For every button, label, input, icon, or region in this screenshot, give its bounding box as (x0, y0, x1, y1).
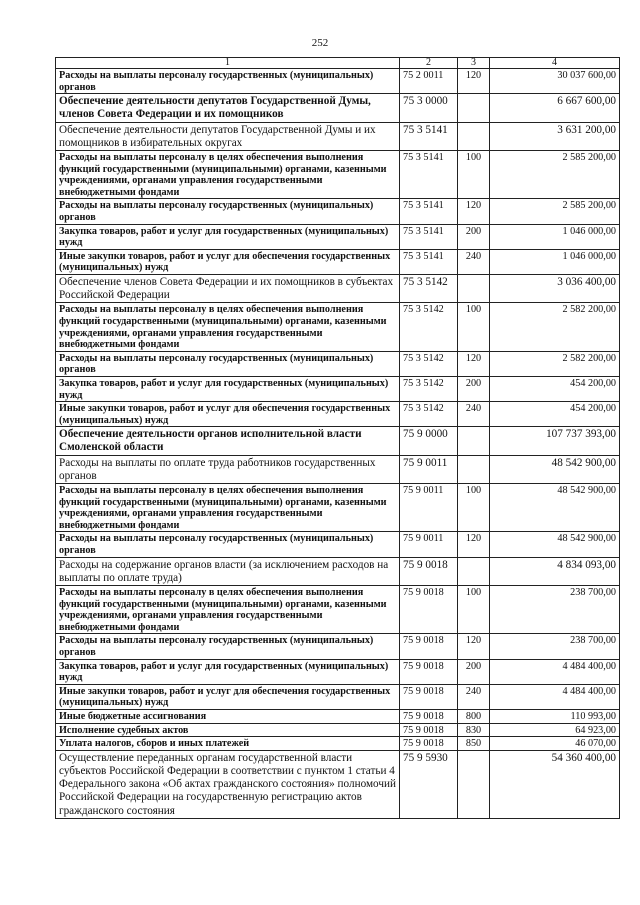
row-name-cell: Расходы на выплаты персоналу в целях обеспечения выполнения функций государственными (муниципальными) органами, казенными учреждениями, органами управления государственными внебюджетными фондами (56, 303, 400, 351)
row-amount-cell: 48 542 900,00 (490, 455, 620, 483)
row-amount-cell: 64 923,00 (490, 723, 620, 737)
row-expense-type-cell: 120 (458, 634, 490, 659)
row-code-cell: 75 9 0018 (400, 723, 458, 737)
row-expense-type-cell: 100 (458, 484, 490, 532)
row-code-cell: 75 3 5141 (400, 249, 458, 274)
row-name-cell: Обеспечение членов Совета Федерации и их помощников в субъектах Российской Федерации (56, 274, 400, 302)
row-amount-cell: 2 582 200,00 (490, 303, 620, 351)
row-code-cell: 75 9 0018 (400, 710, 458, 724)
table-row (56, 351, 620, 376)
column-header-amount: 4 (490, 58, 620, 69)
table-row (56, 684, 620, 709)
table-row (56, 303, 620, 351)
row-code-cell: 75 3 5141 (400, 224, 458, 249)
column-header-expense-type: 3 (458, 58, 490, 69)
row-code-cell: 75 9 0000 (400, 427, 458, 455)
row-name-cell: Расходы на выплаты персоналу государственных (муниципальных) органов (56, 351, 400, 376)
row-expense-type-cell: 120 (458, 69, 490, 94)
row-amount-cell: 54 360 400,00 (490, 750, 620, 818)
table-row (56, 224, 620, 249)
row-code-cell: 75 3 5141 (400, 199, 458, 224)
table-row (56, 249, 620, 274)
row-name-cell: Закупка товаров, работ и услуг для государственных (муниципальных) нужд (56, 376, 400, 401)
row-expense-type-cell: 800 (458, 710, 490, 724)
row-expense-type-cell: 120 (458, 199, 490, 224)
row-code-cell: 75 3 5142 (400, 402, 458, 427)
row-name-cell: Закупка товаров, работ и услуг для государственных (муниципальных) нужд (56, 659, 400, 684)
table-row (56, 274, 620, 302)
row-amount-cell: 3 036 400,00 (490, 274, 620, 302)
row-expense-type-cell (458, 94, 490, 122)
row-amount-cell: 454 200,00 (490, 376, 620, 401)
row-expense-type-cell: 200 (458, 376, 490, 401)
row-amount-cell: 238 700,00 (490, 586, 620, 634)
row-code-cell: 75 3 0000 (400, 94, 458, 122)
table-row (56, 557, 620, 585)
row-amount-cell: 4 834 093,00 (490, 557, 620, 585)
row-expense-type-cell (458, 557, 490, 585)
row-expense-type-cell: 100 (458, 303, 490, 351)
row-code-cell: 75 9 0018 (400, 634, 458, 659)
row-amount-cell: 238 700,00 (490, 634, 620, 659)
row-name-cell: Расходы на выплаты персоналу государственных (муниципальных) органов (56, 199, 400, 224)
row-code-cell: 75 9 0018 (400, 586, 458, 634)
table-row (56, 634, 620, 659)
row-name-cell: Закупка товаров, работ и услуг для государственных (муниципальных) нужд (56, 224, 400, 249)
row-name-cell: Осуществление переданных органам государственной власти субъектов Российской Федерации в соответствии с пунктом 1 статьи 4 Федерального закона «Об актах гражданского состояния» полномочий Российской Федерации на государственную регистрацию актов гражданского состояния (56, 750, 400, 818)
row-amount-cell: 3 631 200,00 (490, 122, 620, 150)
row-name-cell: Иные закупки товаров, работ и услуг для обеспечения государственных (муниципальных) нужд (56, 249, 400, 274)
row-expense-type-cell (458, 427, 490, 455)
row-amount-cell: 4 484 400,00 (490, 659, 620, 684)
row-amount-cell: 48 542 900,00 (490, 484, 620, 532)
row-amount-cell: 107 737 393,00 (490, 427, 620, 455)
row-expense-type-cell: 120 (458, 351, 490, 376)
column-header-name: 1 (56, 58, 400, 69)
row-name-cell: Расходы на выплаты персоналу в целях обеспечения выполнения функций государственными (муниципальными) органами, казенными учреждениями, органами управления государственными внебюджетными фондами (56, 484, 400, 532)
row-expense-type-cell: 100 (458, 586, 490, 634)
row-amount-cell: 4 484 400,00 (490, 684, 620, 709)
row-name-cell: Иные бюджетные ассигнования (56, 710, 400, 724)
table-row (56, 586, 620, 634)
row-expense-type-cell: 240 (458, 402, 490, 427)
table-row (56, 737, 620, 751)
row-expense-type-cell: 850 (458, 737, 490, 751)
row-expense-type-cell: 120 (458, 532, 490, 557)
table-row (56, 532, 620, 557)
row-expense-type-cell: 100 (458, 151, 490, 199)
table-row (56, 723, 620, 737)
row-name-cell: Иные закупки товаров, работ и услуг для обеспечения государственных (муниципальных) нужд (56, 684, 400, 709)
row-code-cell: 75 9 0011 (400, 455, 458, 483)
table-row (56, 69, 620, 94)
row-code-cell: 75 9 0018 (400, 684, 458, 709)
row-name-cell: Иные закупки товаров, работ и услуг для обеспечения государственных (муниципальных) нужд (56, 402, 400, 427)
page-number: 252 (311, 37, 329, 49)
row-amount-cell: 1 046 000,00 (490, 224, 620, 249)
row-name-cell: Обеспечение деятельности депутатов Государственной Думы и их помощников в избирательных округах (56, 122, 400, 150)
table-row (56, 122, 620, 150)
row-expense-type-cell (458, 750, 490, 818)
row-name-cell: Обеспечение деятельности депутатов Государственной Думы, членов Совета Федерации и их помощников (56, 94, 400, 122)
row-amount-cell: 46 070,00 (490, 737, 620, 751)
table-row (56, 402, 620, 427)
column-header-code: 2 (400, 58, 458, 69)
row-expense-type-cell: 200 (458, 224, 490, 249)
row-name-cell: Исполнение судебных актов (56, 723, 400, 737)
row-amount-cell: 6 667 600,00 (490, 94, 620, 122)
row-name-cell: Расходы на выплаты персоналу в целях обеспечения выполнения функций государственными (муниципальными) органами, казенными учреждениями, органами управления государственными внебюджетными фондами (56, 151, 400, 199)
row-code-cell: 75 3 5141 (400, 151, 458, 199)
row-name-cell: Расходы на выплаты персоналу государственных (муниципальных) органов (56, 69, 400, 94)
row-code-cell: 75 3 5142 (400, 351, 458, 376)
row-expense-type-cell (458, 274, 490, 302)
row-code-cell: 75 9 0011 (400, 532, 458, 557)
row-code-cell: 75 9 0018 (400, 557, 458, 585)
row-code-cell: 75 9 5930 (400, 750, 458, 818)
row-name-cell: Расходы на выплаты персоналу в целях обеспечения выполнения функций государственными (муниципальными) органами, казенными учреждениями, органами управления государственными внебюджетными фондами (56, 586, 400, 634)
table-row (56, 151, 620, 199)
row-amount-cell: 2 582 200,00 (490, 351, 620, 376)
table-row (56, 199, 620, 224)
row-name-cell: Уплата налогов, сборов и иных платежей (56, 737, 400, 751)
row-code-cell: 75 3 5141 (400, 122, 458, 150)
table-row (56, 455, 620, 483)
row-name-cell: Расходы на выплаты персоналу государственных (муниципальных) органов (56, 634, 400, 659)
row-expense-type-cell: 240 (458, 249, 490, 274)
row-code-cell: 75 9 0018 (400, 737, 458, 751)
budget-table (55, 57, 620, 819)
row-code-cell: 75 9 0011 (400, 484, 458, 532)
table-row (56, 659, 620, 684)
row-expense-type-cell (458, 455, 490, 483)
row-code-cell: 75 3 5142 (400, 274, 458, 302)
table-header-row (56, 58, 620, 69)
row-code-cell: 75 2 0011 (400, 69, 458, 94)
row-amount-cell: 2 585 200,00 (490, 199, 620, 224)
table-row (56, 750, 620, 818)
row-amount-cell: 30 037 600,00 (490, 69, 620, 94)
row-amount-cell: 48 542 900,00 (490, 532, 620, 557)
table-row (56, 710, 620, 724)
row-name-cell: Расходы на выплаты персоналу государственных (муниципальных) органов (56, 532, 400, 557)
row-name-cell: Расходы на выплаты по оплате труда работников государственных органов (56, 455, 400, 483)
table-row (56, 376, 620, 401)
row-amount-cell: 110 993,00 (490, 710, 620, 724)
row-amount-cell: 2 585 200,00 (490, 151, 620, 199)
row-expense-type-cell: 830 (458, 723, 490, 737)
row-amount-cell: 454 200,00 (490, 402, 620, 427)
row-code-cell: 75 9 0018 (400, 659, 458, 684)
row-expense-type-cell: 200 (458, 659, 490, 684)
table-row (56, 484, 620, 532)
row-name-cell: Расходы на содержание органов власти (за исключением расходов на выплаты по оплате труда) (56, 557, 400, 585)
row-expense-type-cell (458, 122, 490, 150)
row-amount-cell: 1 046 000,00 (490, 249, 620, 274)
row-code-cell: 75 3 5142 (400, 376, 458, 401)
row-expense-type-cell: 240 (458, 684, 490, 709)
table-row (56, 427, 620, 455)
table-row (56, 94, 620, 122)
row-code-cell: 75 3 5142 (400, 303, 458, 351)
row-name-cell: Обеспечение деятельности органов исполнительной власти Смоленской области (56, 427, 400, 455)
